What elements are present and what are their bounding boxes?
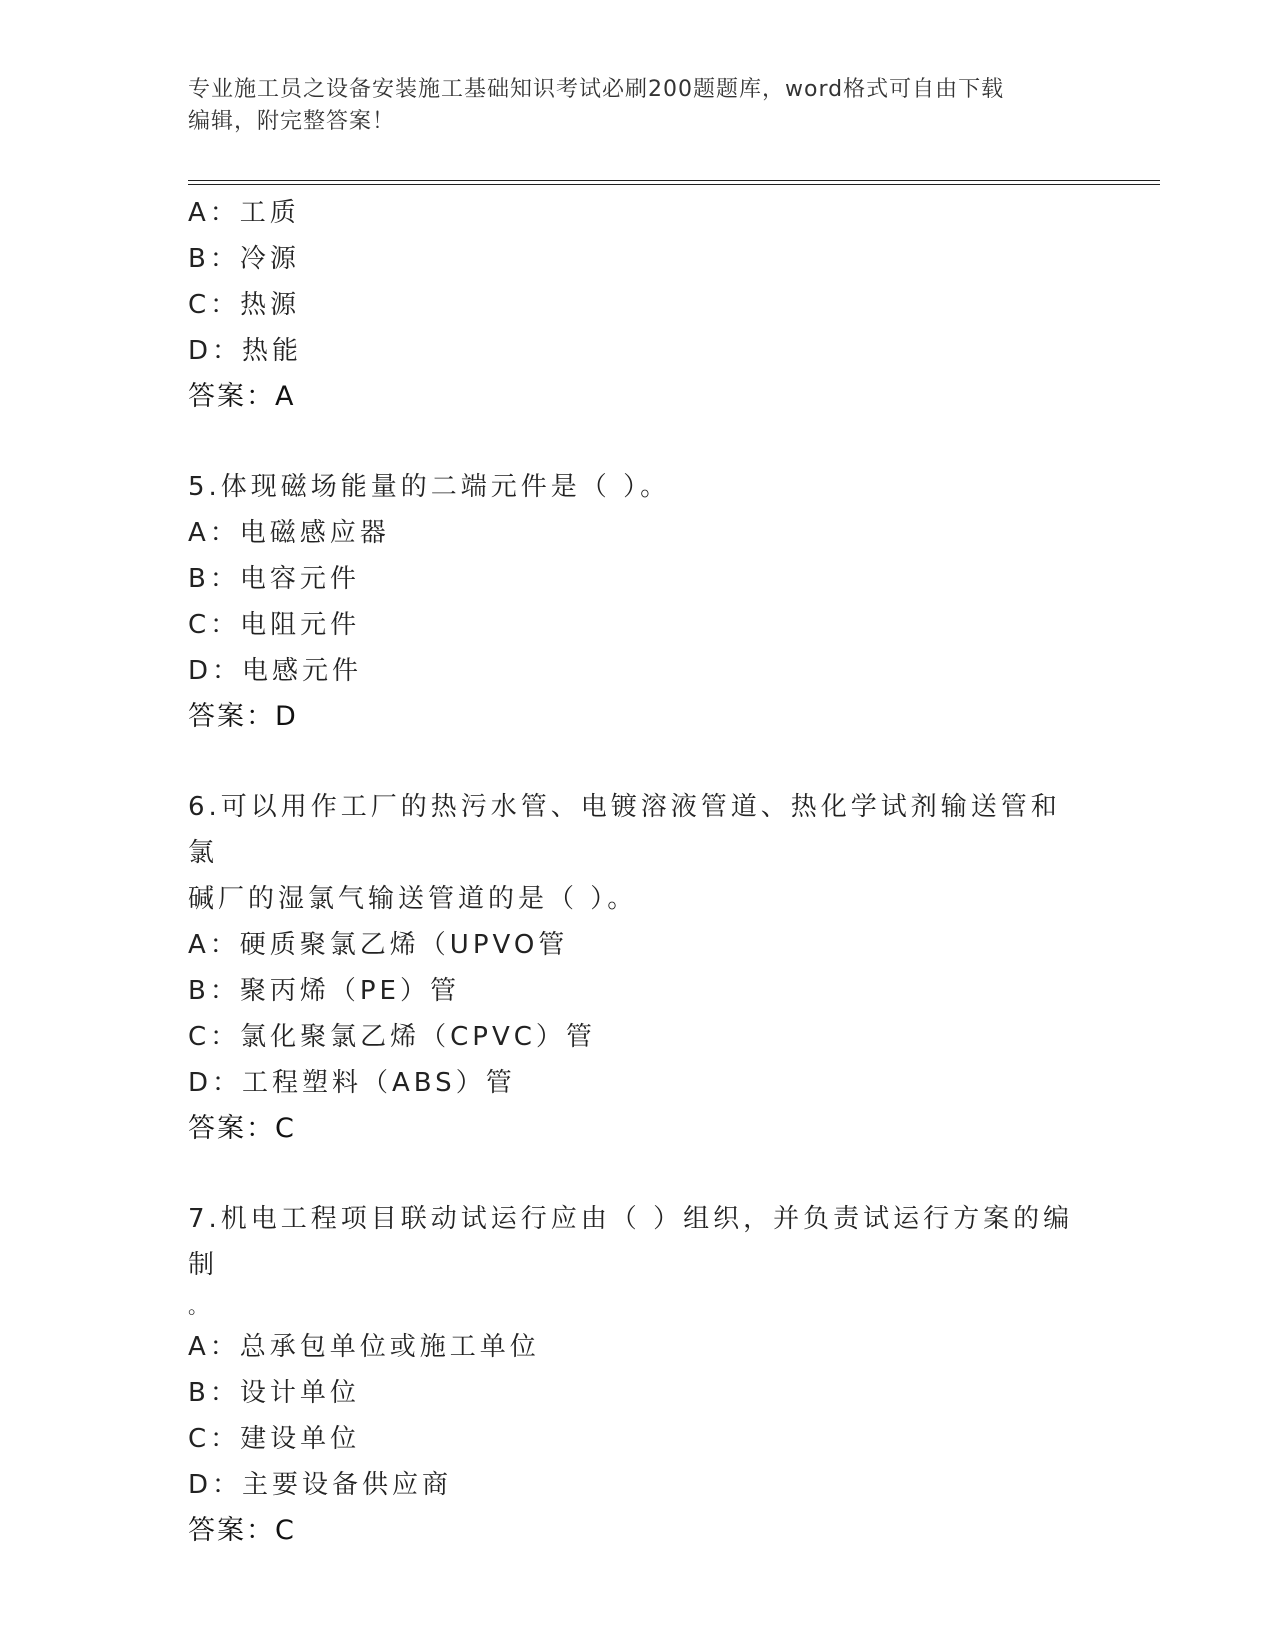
question-6	[188, 784, 1088, 1152]
option-a: A：工质	[188, 198, 300, 228]
spacer	[188, 1152, 1088, 1196]
option-b: B：聚丙烯（PE）管	[188, 976, 460, 1006]
option-d: D：工程塑料（ABS）管	[188, 1068, 516, 1098]
option-d: D：主要设备供应商	[188, 1470, 453, 1500]
option-a: A：电磁感应器	[188, 518, 390, 548]
option-b: B：电容元件	[188, 564, 360, 594]
spacer	[188, 420, 1088, 464]
header-divider-bottom	[188, 184, 1160, 185]
question-stem: 5.体现磁场能量的二端元件是（ ）。	[188, 472, 671, 502]
option-c: C：热源	[188, 290, 301, 320]
question-stem-line1: 7.机电工程项目联动试运行应由（ ）组织，并负责试运行方案的编制	[188, 1204, 1074, 1280]
answer-line: 答案：C	[188, 1515, 296, 1546]
question-stem-line2: 。	[188, 1294, 212, 1318]
option-a: A：硬质聚氯乙烯（UPVO管	[188, 930, 569, 960]
question-5	[188, 464, 1088, 740]
header-title-line2: 编辑，附完整答案！	[188, 109, 396, 134]
option-b: B：设计单位	[188, 1378, 360, 1408]
option-b: B：冷源	[188, 244, 300, 274]
option-d: D：热能	[188, 336, 303, 366]
option-c: C：氯化聚氯乙烯（CPVC）管	[188, 1022, 596, 1052]
question-7	[188, 1196, 1088, 1554]
answer-line: 答案：A	[188, 381, 296, 412]
question-list	[188, 190, 1088, 1554]
question-stem-line1: 6.可以用作工厂的热污水管、电镀溶液管道、热化学试剂输送管和氯	[188, 792, 1061, 868]
answer-line: 答案：C	[188, 1113, 296, 1144]
spacer	[188, 740, 1088, 784]
option-d: D：电感元件	[188, 656, 363, 686]
header-divider-top	[188, 180, 1160, 181]
question-4	[188, 190, 1088, 420]
option-c: C：建设单位	[188, 1424, 361, 1454]
header-title-line1: 专业施工员之设备安装施工基础知识考试必刷200题题库，word格式可自由下载	[188, 77, 1005, 102]
option-c: C：电阻元件	[188, 610, 361, 640]
document-header	[188, 74, 1088, 138]
answer-line: 答案：D	[188, 701, 298, 732]
option-a: A：总承包单位或施工单位	[188, 1332, 540, 1362]
question-stem-line2: 碱厂的湿氯气输送管道的是（ ）。	[188, 884, 638, 914]
